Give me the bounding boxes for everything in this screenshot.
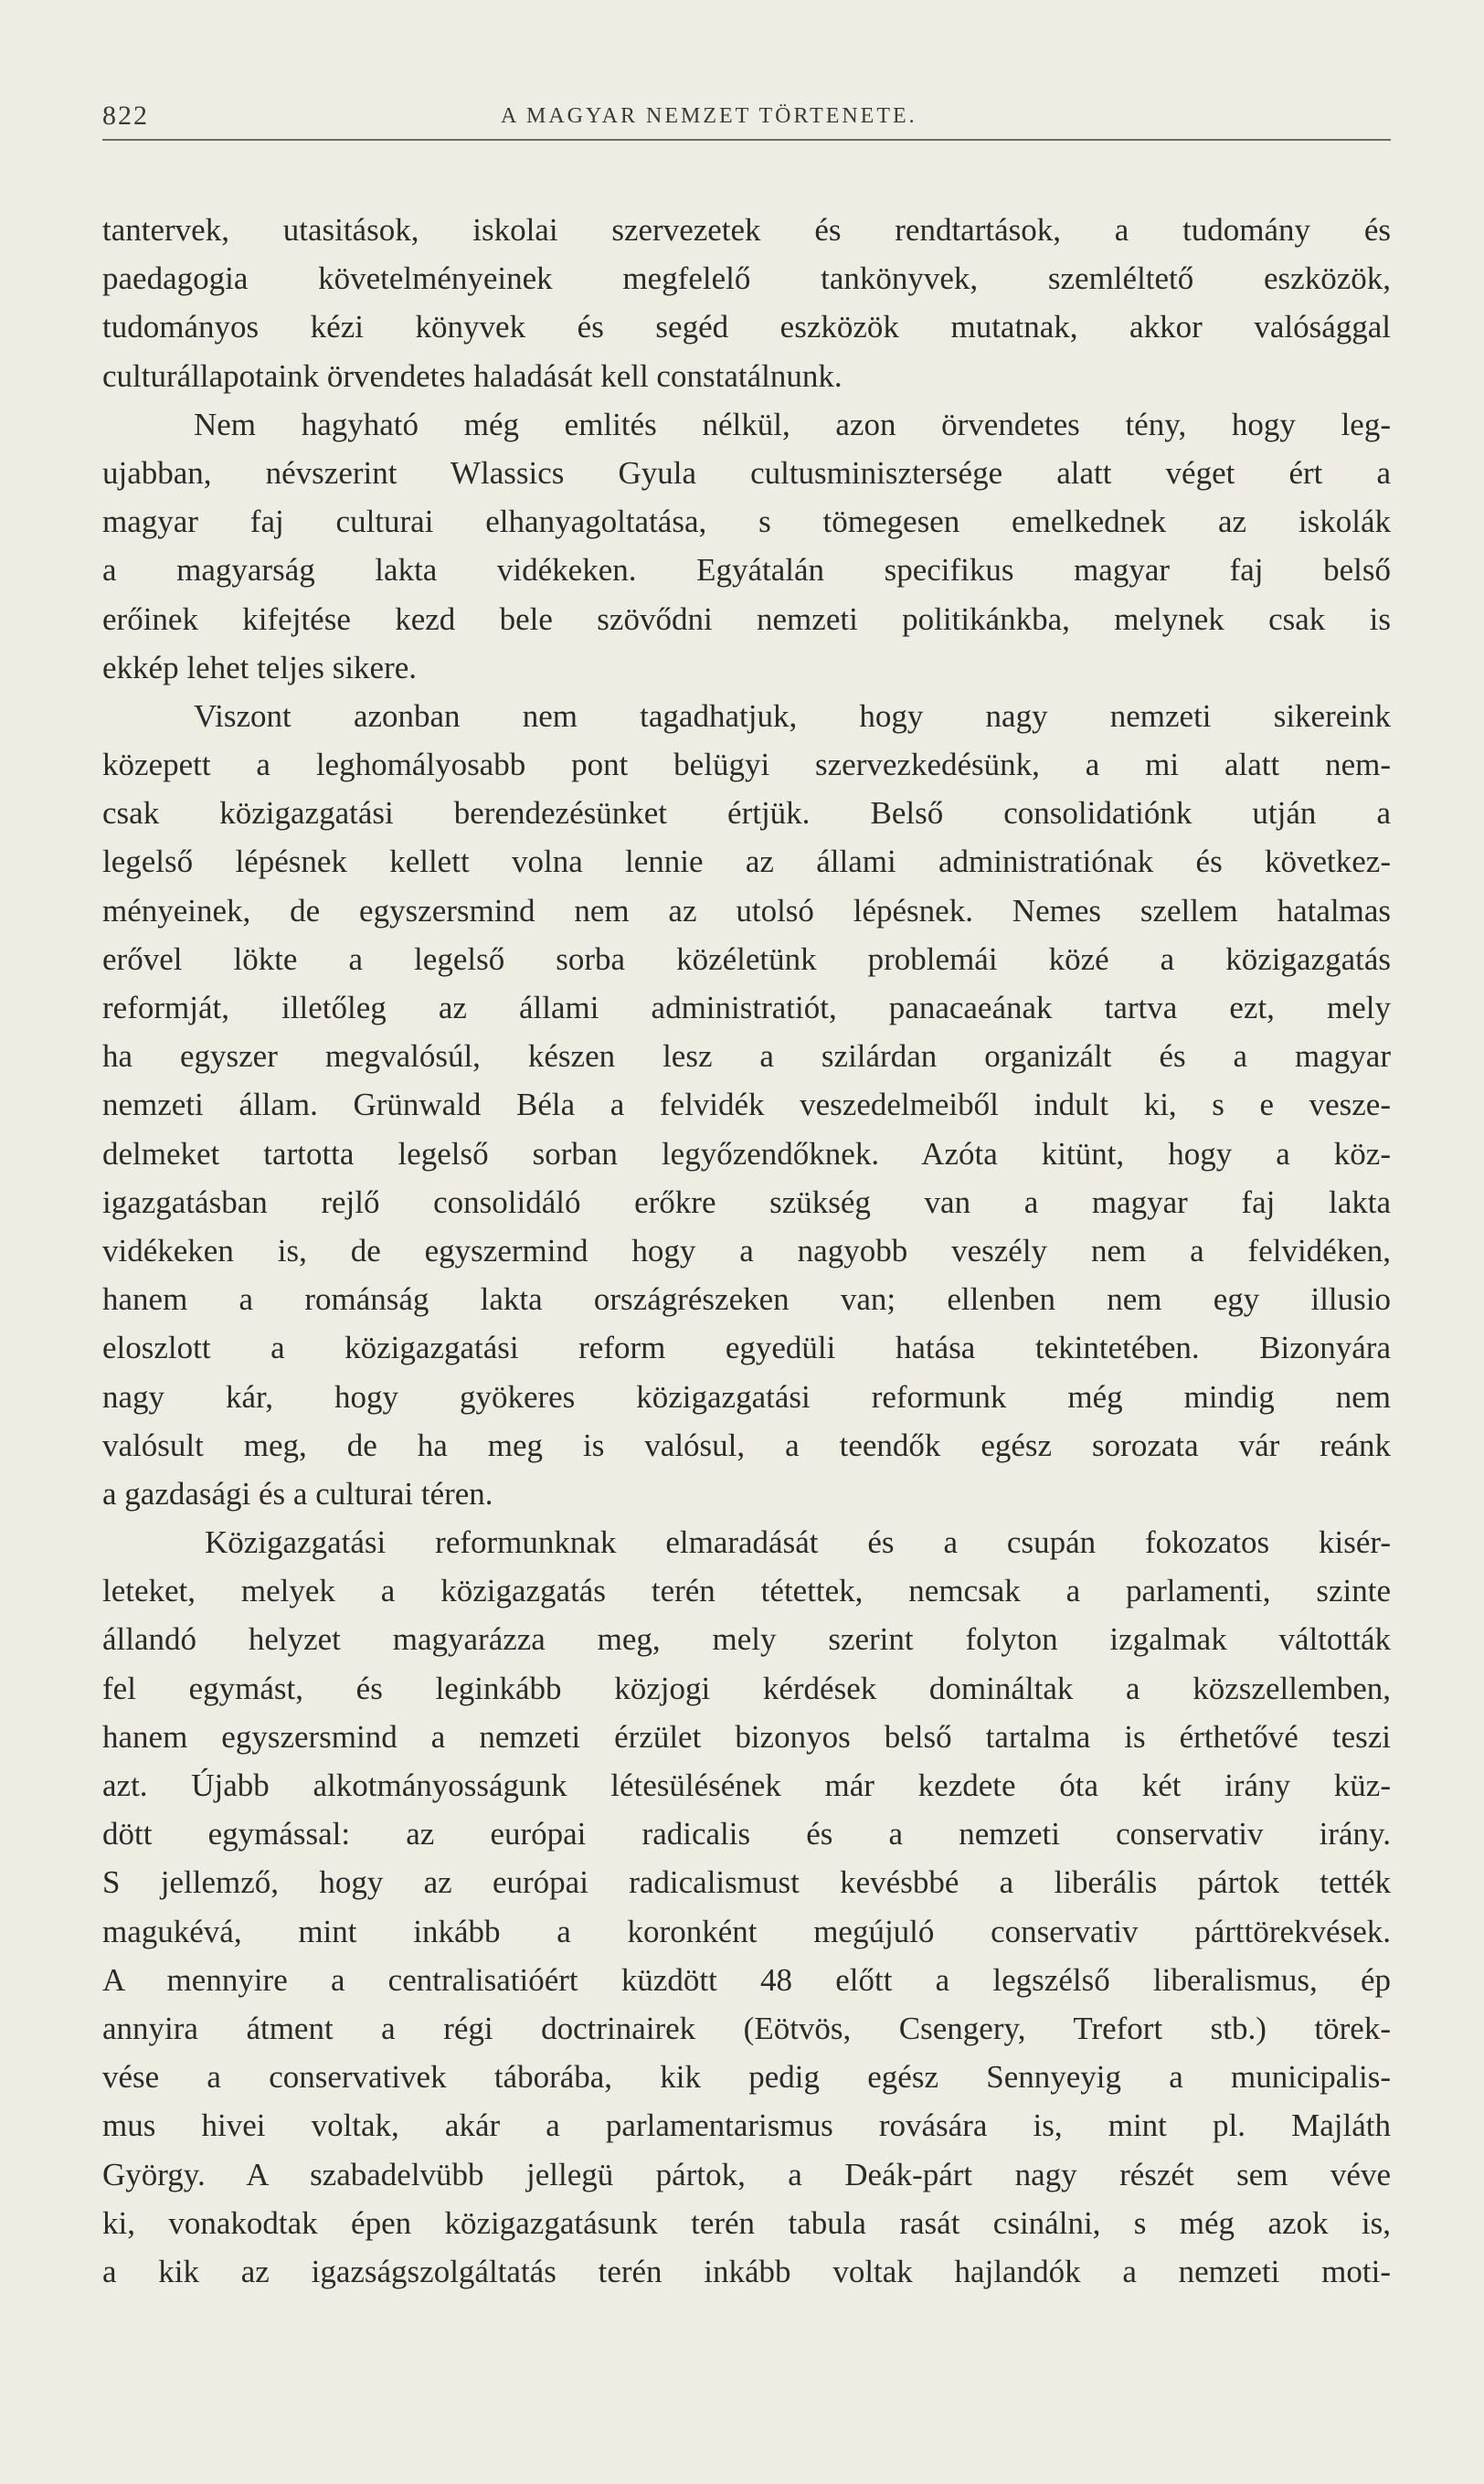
text-line: vése a conservativek táborába, kik pedig egész Sennyeyig a municipalis- xyxy=(102,2059,1391,2096)
text-line: erővel lökte a legelső sorba közéletünk problemái közé a közigazgatás xyxy=(102,940,1391,977)
text-line: hanem egyszersmind a nemzeti érzület bizonyos belső tartalma is érthetővé teszi xyxy=(102,1718,1391,1755)
text-line: hanem a románság lakta országrészeken van; ellenben nem egy illusio xyxy=(102,1281,1391,1318)
text-line: vidékeken is, de egyszermind hogy a nagyobb veszély nem a felvidéken, xyxy=(102,1232,1391,1269)
text-line: A mennyire a centralisatióért küzdött 48 előtt a legszélső liberalismus, ép xyxy=(102,1961,1391,1998)
text-line: mus hivei voltak, akár a parlamentarismus rovására is, mint pl. Majláth xyxy=(102,2107,1391,2144)
text-line: nagy kár, hogy gyökeres közigazgatási reformunk még mindig nem xyxy=(102,1378,1391,1415)
text-line: S jellemző, hogy az európai radicalismust kevésbbé a liberális pártok tették xyxy=(102,1864,1391,1901)
text-line: erőinek kifejtése kezd bele szövődni nemzeti politikánkba, melynek csak is xyxy=(102,600,1391,637)
text-line: magyar faj culturai elhanyagoltatása, s tömegesen emelkednek az iskolák xyxy=(102,504,1391,540)
text-line: tantervek, utasitások, iskolai szervezetek és rendtartások, a tudomány és xyxy=(102,212,1391,248)
text-line: leteket, melyek a közigazgatás terén tétettek, nemcsak a parlamenti, szinte xyxy=(102,1573,1391,1609)
running-title: A MAGYAR NEMZET TÖRTENETE. xyxy=(501,104,917,128)
text-line: reformját, illetőleg az állami administratiót, panacaeának tartva ezt, mely xyxy=(102,990,1391,1025)
text-line: igazgatásban rejlő consolidáló erőkre szükség van a magyar faj lakta xyxy=(102,1184,1391,1220)
text-line: paedagogia követelményeinek megfelelő tankönyvek, szemléltető eszközök, xyxy=(102,260,1391,297)
text-line: Nem hagyható még emlités nélkül, azon örvendetes tény, hogy leg- xyxy=(194,406,1391,442)
text-line: állandó helyzet magyarázza meg, mely szerint folyton izgalmak váltották xyxy=(102,1621,1391,1658)
text-line: ekkép lehet teljes sikere. xyxy=(102,649,418,685)
text-line: ki, vonakodtak épen közigazgatásunk terén tabula rasát csinálni, s még azok is, xyxy=(102,2204,1391,2241)
text-line: Viszont azonban nem tagadhatjuk, hogy nagy nemzeti sikereink xyxy=(194,697,1391,734)
text-line: ha egyszer megvalósúl, készen lesz a szilárdan organizált és a magyar xyxy=(102,1038,1391,1075)
text-line: magukévá, mint inkább a koronként megújuló conservativ párttörekvések. xyxy=(102,1913,1391,1949)
text-line: fel egymást, és leginkább közjogi kérdések domináltak a közszellemben, xyxy=(102,1670,1391,1706)
body-text xyxy=(102,206,1391,2296)
text-line: a kik az igazságszolgáltatás terén inkább voltak hajlandók a nemzeti moti- xyxy=(102,2253,1391,2289)
text-line: közepett a leghomályosabb pont belügyi szervezkedésünk, a mi alatt nem- xyxy=(102,747,1391,783)
text-line: valósult meg, de ha meg is valósul, a teendők egész sorozata vár reánk xyxy=(102,1427,1391,1463)
running-head xyxy=(102,95,1391,146)
text-line: a magyarság lakta vidékeken. Egyátalán specifikus magyar faj belső xyxy=(102,552,1391,589)
text-line: annyira átment a régi doctrinairek (Eötvös, Csengery, Trefort stb.) törek- xyxy=(102,2010,1391,2046)
text-line: tudományos kézi könyvek és segéd eszközök mutatnak, akkor valósággal xyxy=(102,309,1391,345)
text-line: legelső lépésnek kellett volna lennie az állami administratiónak és következ- xyxy=(102,844,1391,880)
text-line: nemzeti állam. Grünwald Béla a felvidék veszedelmeiből indult ki, s e vesze- xyxy=(102,1087,1391,1123)
text-line: eloszlott a közigazgatási reform egyedüli hatása tekintetében. Bizonyára xyxy=(102,1330,1391,1366)
text-line: Közigazgatási reformunknak elmaradását és a csupán fokozatos kisér- xyxy=(205,1524,1391,1561)
text-line: csak közigazgatási berendezésünket értjük. Belső consolidatiónk utján a xyxy=(102,795,1391,832)
header-rule xyxy=(102,139,1391,141)
text-line: azt. Újabb alkotmányosságunk létesülésének már kezdete óta két irány küz- xyxy=(102,1767,1391,1803)
text-line: delmeket tartotta legelső sorban legyőzendőknek. Azóta kitünt, hogy a köz- xyxy=(102,1135,1391,1172)
text-line: dött egymással: az európai radicalis és a nemzeti conservativ irány. xyxy=(102,1816,1391,1852)
text-line: culturállapotaink örvendetes haladását kell constatálnunk. xyxy=(102,357,843,394)
text-line: ujabban, névszerint Wlassics Gyula cultusminisztersége alatt véget ért a xyxy=(102,454,1391,491)
text-line: György. A szabadelvübb jellegü pártok, a Deák-párt nagy részét sem véve xyxy=(102,2156,1391,2192)
page-number: 822 xyxy=(102,101,149,131)
text-line: a gazdasági és a culturai téren. xyxy=(102,1475,493,1512)
text-line: ményeinek, de egyszersmind nem az utolsó lépésnek. Nemes szellem hatalmas xyxy=(102,892,1391,929)
